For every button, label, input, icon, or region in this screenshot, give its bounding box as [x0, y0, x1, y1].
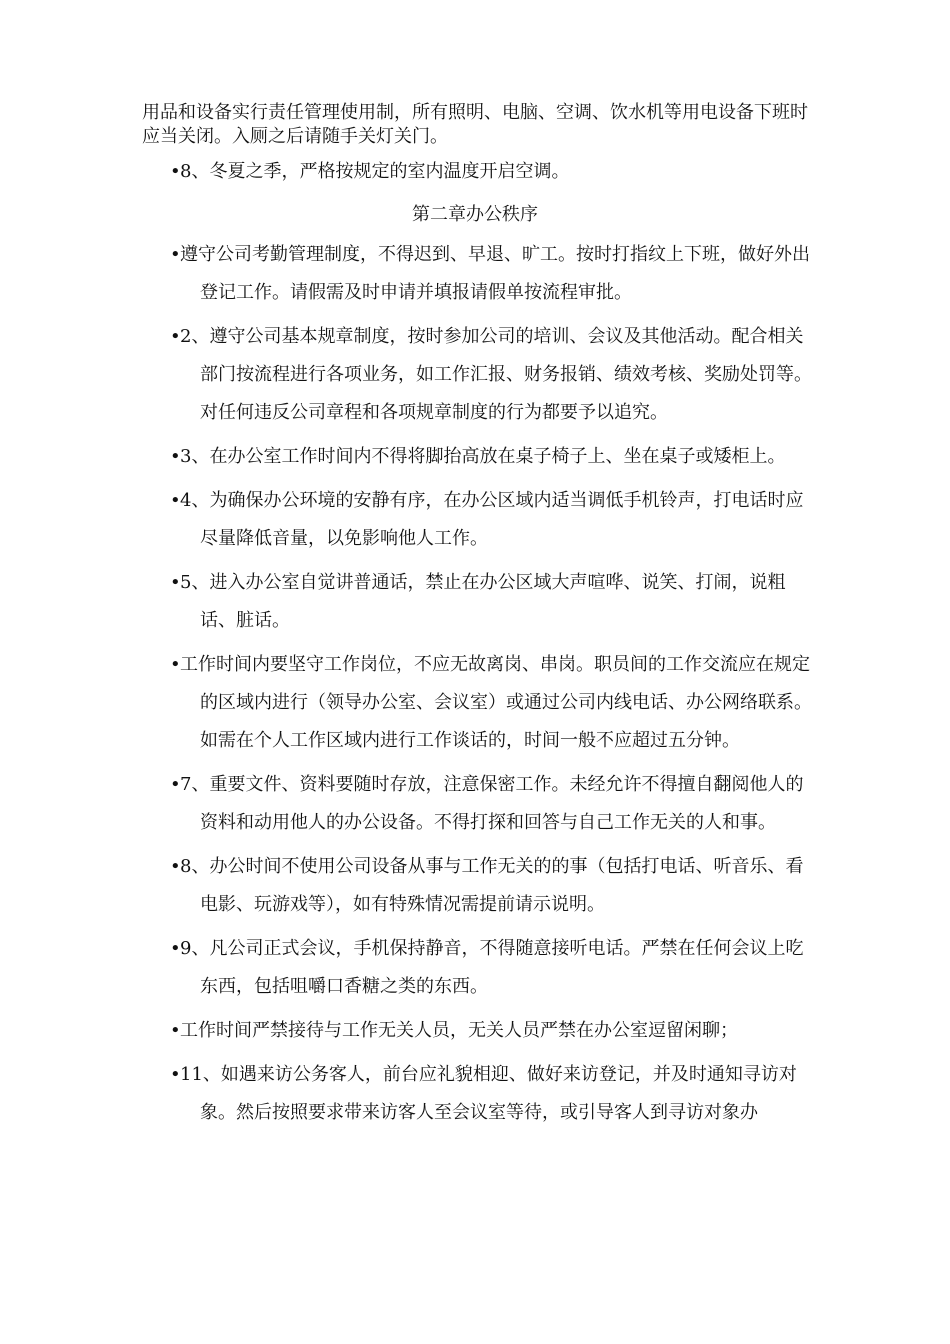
list-item-text: 2、遵守公司基本规章制度，按时参加公司的培训、会议及其他活动。配合相关部门按流程进行各项业务，如工作汇报、财务报销、绩效考核、奖励处罚等。对任何违反公司章程和各项规章制度的行为都要予以追究。: [180, 326, 812, 423]
intro-paragraph: 用品和设备实行责任管理使用制，所有照明、电脑、空调、饮水机等用电设备下班时应当关闭。入厕之后请随手关灯关门。: [142, 102, 808, 147]
bullet: •: [170, 572, 181, 593]
list-item: [170, 1012, 820, 1050]
list-item: [170, 646, 820, 760]
bullet: •: [170, 1020, 181, 1041]
bullet: •: [170, 446, 181, 467]
list-item: [170, 930, 820, 1006]
list-item-text: 工作时间严禁接待与工作无关人员，无关人员严禁在办公室逗留闲聊；: [180, 1020, 738, 1041]
bullet: •: [170, 490, 181, 511]
bullet: •: [170, 856, 181, 877]
list-item: [170, 564, 820, 640]
bullet: •: [170, 938, 181, 959]
list-item: [170, 236, 820, 312]
list-item: [170, 318, 820, 432]
list-item: [170, 160, 820, 184]
bullet: •: [170, 774, 181, 795]
list-item: [170, 1056, 820, 1132]
list-item-text: 11、如遇来访公务客人，前台应礼貌相迎、做好来访登记，并及时通知寻访对象。然后按照要求带来访客人至会议室等待，或引导客人到寻访对象办: [180, 1064, 797, 1123]
list-item: [170, 848, 820, 924]
chapter-title: 第二章办公秩序: [412, 204, 538, 225]
list-item: [170, 438, 820, 476]
list-item-text: 8、冬夏之季，严格按规定的室内温度开启空调。: [180, 161, 570, 182]
bullet: •: [170, 326, 181, 347]
list-item-text: 工作时间内要坚守工作岗位，不应无故离岗、串岗。职员间的工作交流应在规定的区域内进行（领导办公室、会议室）或通过公司内线电话、办公网络联系。如需在个人工作区域内进行工作谈话的，时间一般不应超过五分钟。: [180, 654, 812, 751]
list-item-text: 遵守公司考勤管理制度，不得迟到、早退、旷工。按时打指纹上下班，做好外出登记工作。请假需及时申请并填报请假单按流程审批。: [180, 244, 810, 303]
bullet: •: [170, 1064, 181, 1085]
list-item-text: 3、在办公室工作时间内不得将脚抬高放在桌子椅子上、坐在桌子或矮柜上。: [180, 446, 786, 467]
list-item-text: 9、凡公司正式会议，手机保持静音，不得随意接听电话。严禁在任何会议上吃东西，包括咀嚼口香糖之类的东西。: [180, 938, 804, 997]
list-item-text: 7、重要文件、资料要随时存放，注意保密工作。未经允许不得擅自翻阅他人的资料和动用他人的办公设备。不得打探和回答与自己工作无关的人和事。: [180, 774, 804, 833]
list-item: [170, 766, 820, 842]
list-item-text: 5、进入办公室自觉讲普通话，禁止在办公区域大声喧哗、说笑、打闹，说粗话、脏话。: [180, 572, 786, 631]
bullet: •: [170, 244, 181, 265]
list-item-text: 4、为确保办公环境的安静有序，在办公区域内适当调低手机铃声，打电话时应尽量降低音量，以免影响他人工作。: [180, 490, 804, 549]
bullet: •: [170, 161, 181, 182]
list-item-text: 8、办公时间不使用公司设备从事与工作无关的的事（包括打电话、听音乐、看电影、玩游戏等），如有特殊情况需提前请示说明。: [180, 856, 804, 915]
rules-list: [170, 236, 820, 1138]
bullet: •: [170, 654, 181, 675]
list-item: [170, 482, 820, 558]
